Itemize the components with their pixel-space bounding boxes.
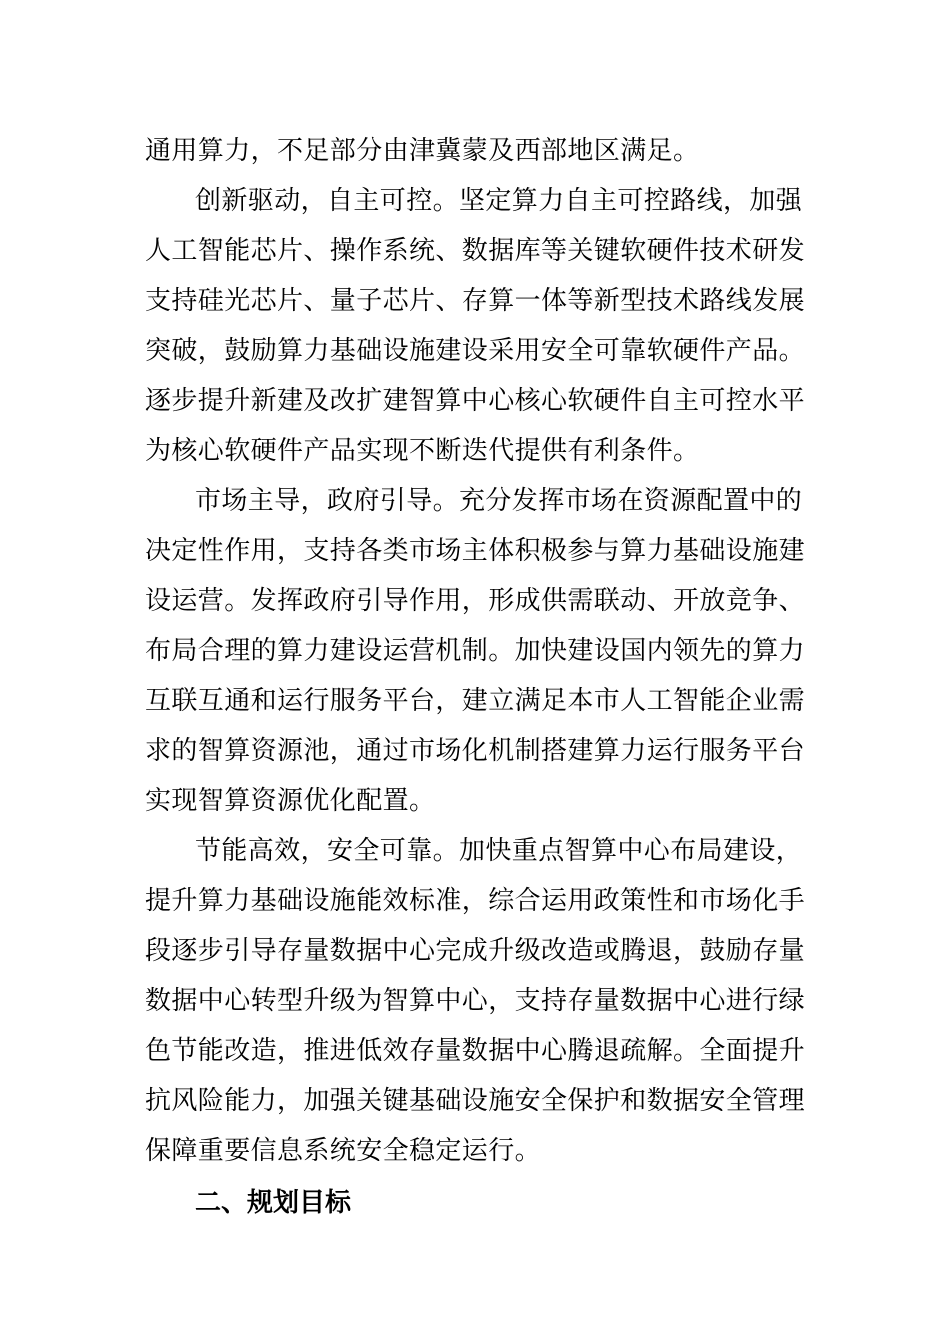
section-heading: 二、规划目标 bbox=[195, 1188, 352, 1218]
text-line: 突破，鼓励算力基础设施建设采用安全可靠软硬件产品。 bbox=[145, 336, 806, 366]
text-line: 布局合理的算力建设运营机制。加快建设国内领先的算力 bbox=[145, 636, 806, 666]
text-line: 保障重要信息系统安全稳定运行。 bbox=[145, 1136, 542, 1166]
text-line: 求的智算资源池，通过市场化机制搭建算力运行服务平台 bbox=[145, 736, 806, 766]
text-line: 为核心软硬件产品实现不断迭代提供有利条件。 bbox=[145, 436, 700, 466]
text-line: 支持硅光芯片、量子芯片、存算一体等新型技术路线发展 bbox=[145, 286, 806, 316]
text-line: 段逐步引导存量数据中心完成升级改造或腾退，鼓励存量 bbox=[145, 936, 806, 966]
text-line: 数据中心转型升级为智算中心，支持存量数据中心进行绿 bbox=[145, 986, 806, 1016]
paragraph-start-line: 节能高效，安全可靠。加快重点智算中心布局建设， bbox=[195, 836, 803, 866]
text-line: 实现智算资源优化配置。 bbox=[145, 786, 436, 816]
text-line: 人工智能芯片、操作系统、数据库等关键软硬件技术研发 bbox=[145, 236, 806, 266]
text-line: 提升算力基础设施能效标准，综合运用政策性和市场化手 bbox=[145, 886, 806, 916]
paragraph-start-line: 创新驱动，自主可控。坚定算力自主可控路线，加强 bbox=[195, 186, 803, 216]
text-line: 设运营。发挥政府引导作用，形成供需联动、开放竞争、 bbox=[145, 586, 806, 616]
text-line: 色节能改造，推进低效存量数据中心腾退疏解。全面提升 bbox=[145, 1036, 806, 1066]
text-line: 互联互通和运行服务平台，建立满足本市人工智能企业需 bbox=[145, 686, 806, 716]
text-line: 通用算力，不足部分由津冀蒙及西部地区满足。 bbox=[145, 136, 700, 166]
text-line: 决定性作用，支持各类市场主体积极参与算力基础设施建 bbox=[145, 536, 806, 566]
text-line: 抗风险能力，加强关键基础设施安全保护和数据安全管理 bbox=[145, 1086, 806, 1116]
paragraph-start-line: 市场主导，政府引导。充分发挥市场在资源配置中的 bbox=[195, 486, 803, 516]
body-text bbox=[145, 126, 807, 1228]
text-line: 逐步提升新建及改扩建智算中心核心软硬件自主可控水平 bbox=[145, 386, 806, 416]
